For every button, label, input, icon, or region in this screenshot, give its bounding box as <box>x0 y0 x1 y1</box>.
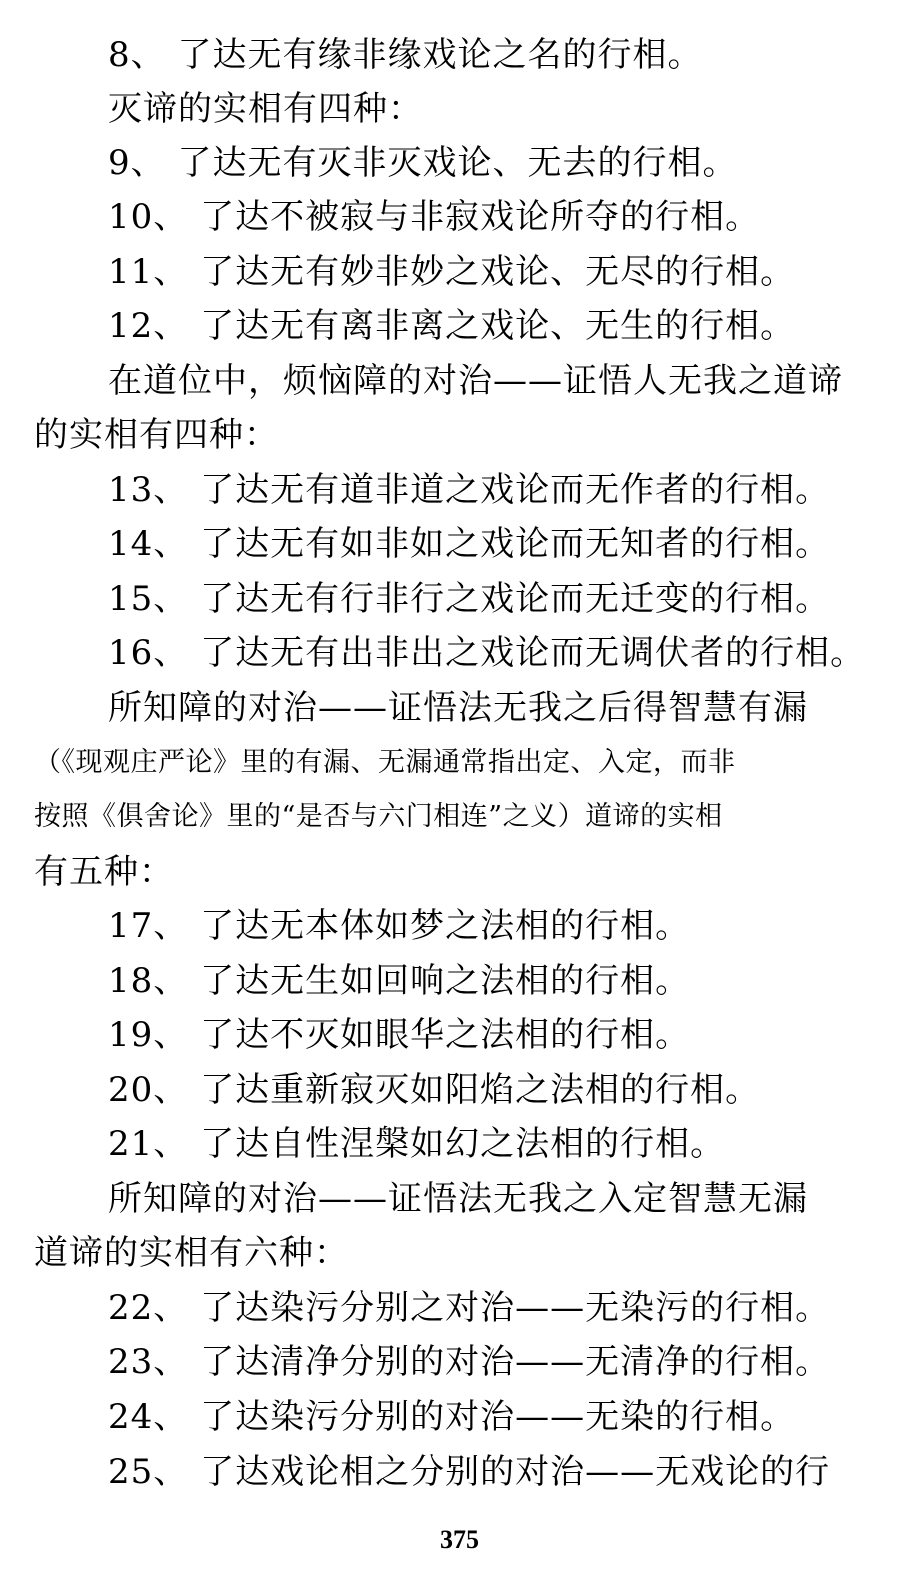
text-line: 在道位中，烦恼障的对治——证悟人无我之道谛 <box>108 361 843 401</box>
text-line: 18、 了达无生如回响之法相的行相。 <box>108 961 691 1001</box>
text-line: 所知障的对治——证悟法无我之入定智慧无漏 <box>108 1179 808 1219</box>
text-line: 19、 了达不灭如眼华之法相的行相。 <box>108 1015 691 1055</box>
text-line: 13、 了达无有道非道之戏论而无作者的行相。 <box>108 470 831 510</box>
text-line: 15、 了达无有行非行之戏论而无迁变的行相。 <box>108 579 831 619</box>
text-line: 灭谛的实相有四种： <box>108 89 423 129</box>
text-line: 所知障的对治——证悟法无我之后得智慧有漏 <box>108 688 808 728</box>
text-line: 9、 了达无有灭非灭戏论、无去的行相。 <box>108 143 738 183</box>
text-line: 8、 了达无有缘非缘戏论之名的行相。 <box>108 35 703 75</box>
text-line: 24、 了达染污分别的对治——无染的行相。 <box>108 1397 796 1437</box>
text-line: 12、 了达无有离非离之戏论、无生的行相。 <box>108 306 796 346</box>
text-line: 10、 了达不被寂与非寂戏论所夺的行相。 <box>108 197 761 237</box>
text-line: 11、 了达无有妙非妙之戏论、无尽的行相。 <box>108 252 796 292</box>
text-line: 按照《俱舍论》里的“是否与六门相连”之义）道谛的实相 <box>34 801 723 832</box>
text-line: 17、 了达无本体如梦之法相的行相。 <box>108 906 691 946</box>
text-line: 的实相有四种： <box>34 415 279 455</box>
page-number: 375 <box>440 1525 479 1554</box>
text-line: 25、 了达戏论相之分别的对治——无戏论的行 <box>108 1452 831 1492</box>
text-line: 有五种： <box>34 852 174 892</box>
text-line: 21、 了达自性涅槃如幻之法相的行相。 <box>108 1124 726 1164</box>
text-line: 22、 了达染污分别之对治——无染污的行相。 <box>108 1288 831 1328</box>
text-line: 23、 了达清净分别的对治——无清净的行相。 <box>108 1342 831 1382</box>
text-line: 道谛的实相有六种： <box>34 1233 349 1273</box>
text-line: 20、 了达重新寂灭如阳焰之法相的行相。 <box>108 1070 761 1110</box>
text-line: 14、 了达无有如非如之戏论而无知者的行相。 <box>108 524 831 564</box>
text-line: （《现观庄严论》里的有漏、无漏通常指出定、入定，而非 <box>34 747 736 778</box>
text-line: 16、 了达无有出非出之戏论而无调伏者的行相。 <box>108 633 866 673</box>
